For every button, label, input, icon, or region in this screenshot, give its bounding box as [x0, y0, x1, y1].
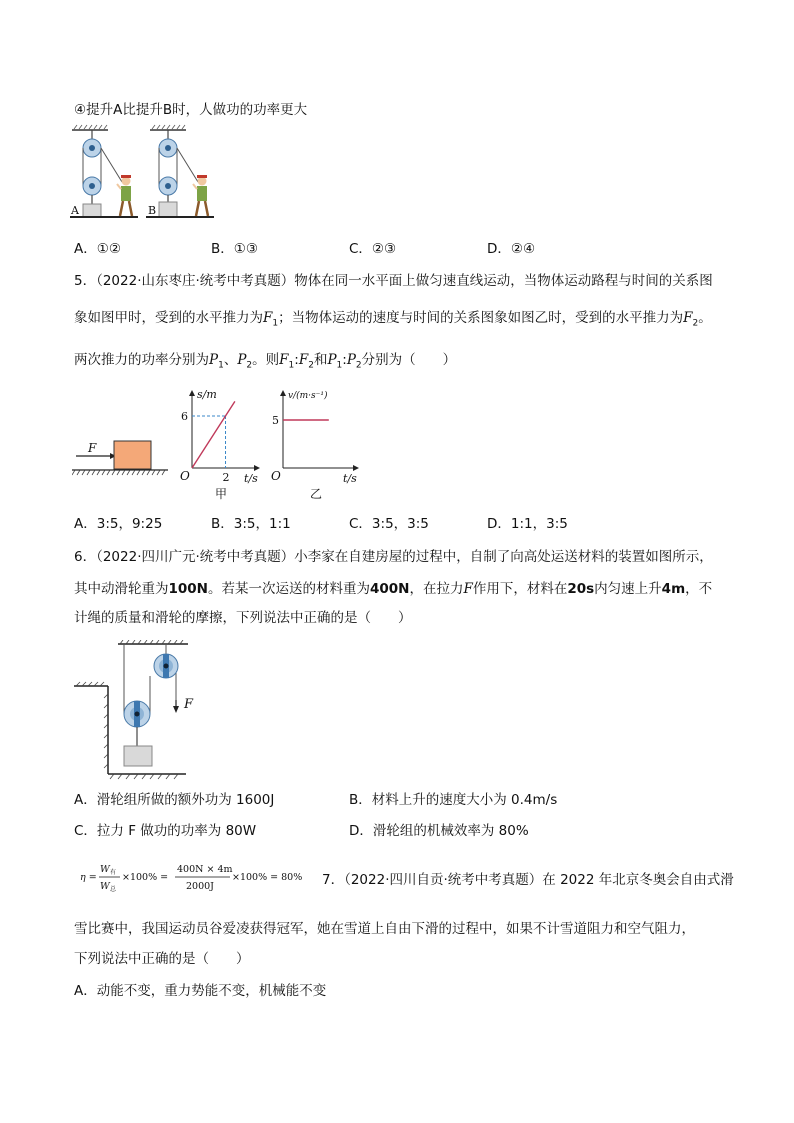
label-a: A [71, 204, 79, 217]
pull-force-label: F [184, 697, 194, 712]
y-axis-arrow [280, 390, 286, 396]
chart-title: 甲 [215, 487, 228, 500]
q7-stem-line3: 下列说法中正确的是（ ） [74, 951, 250, 967]
formula-w-den: W [100, 881, 110, 892]
origin-label: O [271, 469, 281, 483]
movable-pulley [124, 701, 150, 746]
material-block [124, 746, 152, 766]
q6-stem-line1: 6．（2022·四川广元·统考中考真题）小李家在自建房屋的过程中，自制了向高处运送材料的装置如图所示， [74, 549, 713, 565]
pulley-system-a [70, 130, 138, 217]
chart-yi [268, 390, 368, 500]
worker-a [117, 175, 132, 216]
formula-tail: ×100% = 80% [232, 872, 303, 883]
q5-stem-line1: 5．（2022·山东枣庄·统考中考真题）物体在同一水平面上做匀速直线运动，当物体运动路程与时间的关系图 [74, 273, 713, 289]
q4-pulley-figure [70, 124, 220, 230]
origin-label: O [180, 469, 190, 483]
x-axis-arrow [254, 465, 260, 471]
y-tick-label: 6 [181, 409, 188, 423]
chart-jia [172, 390, 268, 500]
x-axis-arrow [353, 465, 359, 471]
q4-statement-4: ④提升A比提升B时，人做功的功率更大 [74, 102, 308, 118]
formula-num2: 400N × 4m [177, 864, 233, 875]
y-axis-label: v/(m·s⁻¹) [288, 391, 328, 401]
y-tick-label: 5 [272, 414, 279, 427]
q7-stem-line1: 7．（2022·四川自贡·统考中考真题）在 2022 年北京冬奥会自由式滑 [322, 872, 734, 888]
q7-option-a[interactable]: A．动能不变，重力势能不变，机械能不变 [74, 983, 327, 999]
q5-option-a[interactable]: A．3:5，9:25 [74, 516, 163, 532]
q5-option-c[interactable]: C．3:5，3:5 [349, 516, 429, 532]
formula-eta: η = [80, 872, 97, 883]
chart-title: 乙 [310, 487, 323, 500]
x-tick-label: 2 [222, 471, 230, 484]
force-label: F [88, 441, 97, 455]
worker-b [193, 175, 208, 216]
q5-option-d[interactable]: D．1:1，3:5 [487, 516, 568, 532]
q6-stem-line3: 计绳的质量和滑轮的摩擦，下列说法中正确的是（ ） [74, 610, 412, 626]
q6-pulley-figure [70, 640, 200, 780]
q4-option-a[interactable]: A．①② [74, 241, 121, 257]
q6-option-c[interactable]: C．拉力 F 做功的功率为 80W [74, 823, 257, 839]
efficiency-formula [80, 855, 316, 899]
pulley-system-b [146, 130, 214, 217]
q6-option-b[interactable]: B．材料上升的速度大小为 0.4m/s [349, 792, 558, 808]
label-b: B [148, 204, 157, 217]
x-axis-label: t/s [343, 472, 357, 485]
ceiling-right [150, 125, 186, 130]
q4-option-c[interactable]: C．②③ [349, 241, 397, 257]
formula-w-num: W [100, 864, 110, 875]
q6-stem-line2: 其中动滑轮重为100N。若某一次运送的材料重为400N，在拉力F作用下，材料在20s内匀速上升4m，不 [74, 581, 713, 597]
ceiling-left [72, 125, 108, 130]
fixed-pulley [154, 654, 178, 678]
x-axis-label: t/s [244, 472, 258, 485]
q6-option-a[interactable]: A．滑轮组所做的额外功为 1600J [74, 792, 275, 808]
q7-stem-line2: 雪比赛中，我国运动员谷爱凌获得冠军，她在雪道上自由下滑的过程中，如果不计雪道阻力和空气阻力， [74, 921, 695, 937]
series-line [192, 401, 235, 468]
formula-mid: ×100% = [122, 872, 169, 883]
y-axis-arrow [189, 390, 195, 396]
formula-w-num-sub: 有 [110, 869, 117, 876]
formula-den2: 2000J [186, 881, 214, 892]
q5-stem-line2: 象如图甲时，受到的水平推力为$F_1$；当物体运动的速度与时间的关系图象如图乙时，受到的水平推力为$F_2$。 [74, 310, 712, 329]
block [114, 441, 151, 469]
formula-w-den-sub: 总 [110, 886, 117, 893]
q5-stem-line3: 两次推力的功率分别为$P_1$、$P_2$。则$F_1:F_2$和$P_1:P_2$分别为（ ） [74, 352, 457, 371]
q5-block-figure [72, 430, 168, 478]
q6-option-d[interactable]: D．滑轮组的机械效率为 80% [349, 823, 529, 839]
q4-option-b[interactable]: B．①③ [211, 241, 258, 257]
y-axis-label: s/m [197, 390, 217, 401]
q5-option-b[interactable]: B．3:5，1:1 [211, 516, 291, 532]
q4-option-d[interactable]: D．②④ [487, 241, 536, 257]
